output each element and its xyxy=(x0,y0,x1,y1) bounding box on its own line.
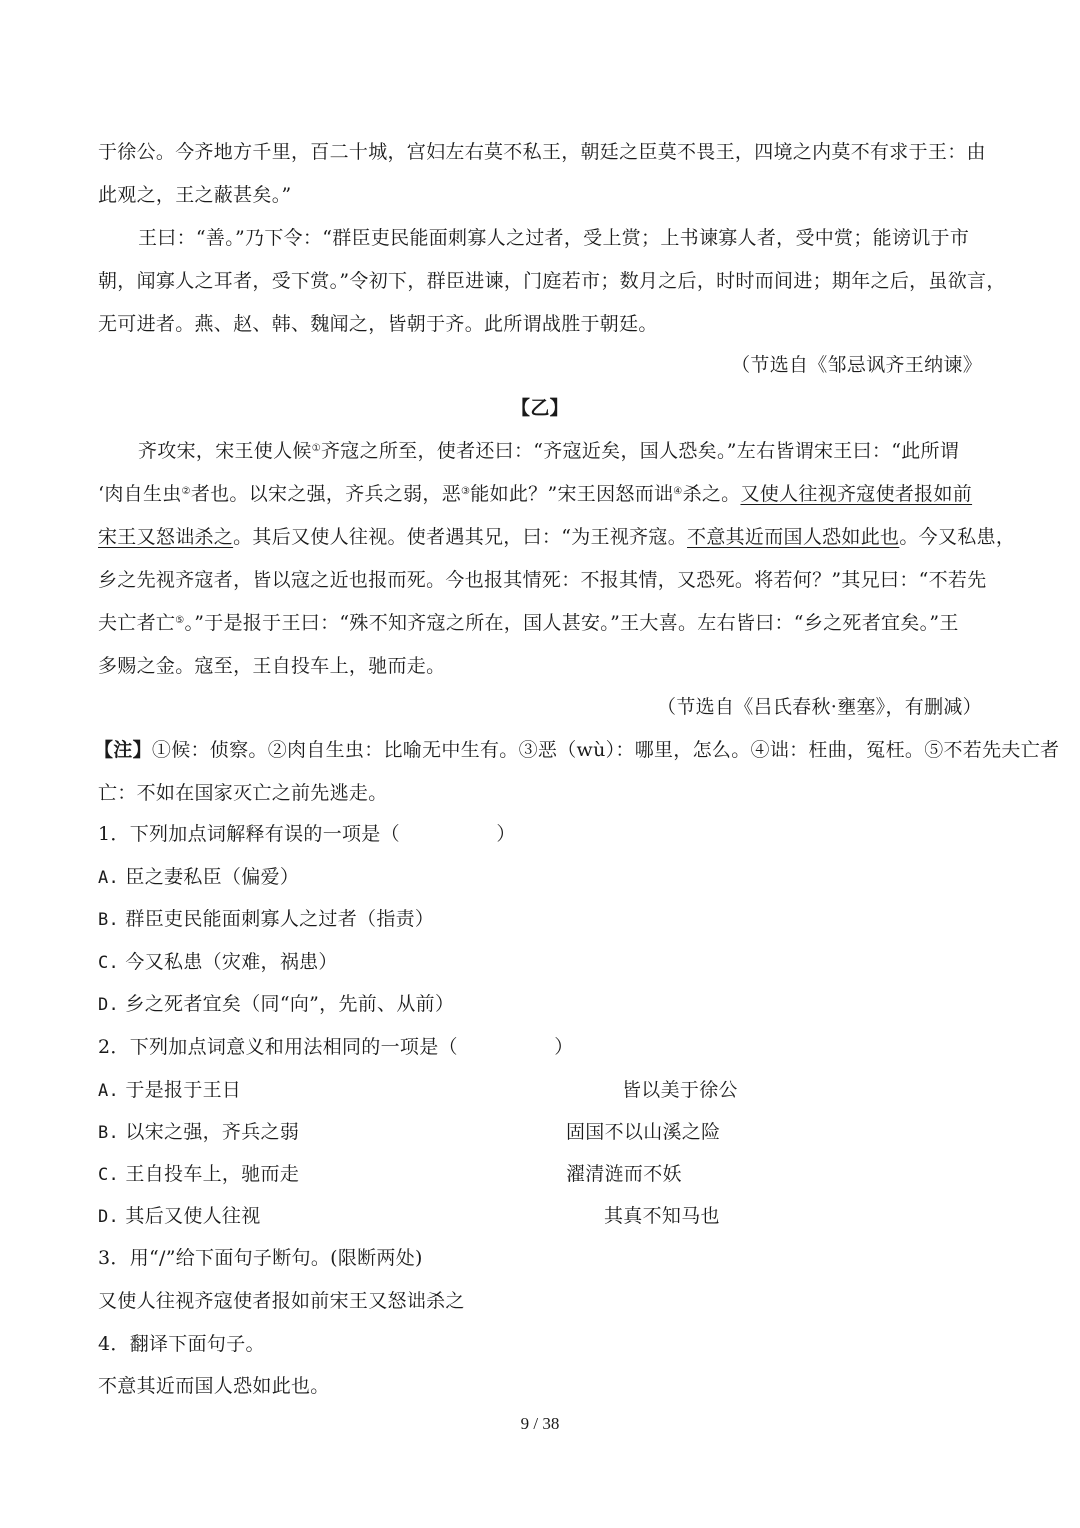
question-4-sentence: 不意其近而国人恐如此也。 xyxy=(98,1375,330,1397)
passage-b-line-4: 乡之先视齐寇者，皆以寇之近也报而死。今也报其情死：不报其情，又恐死。将若何？”其兄曰：“不若先 xyxy=(98,569,987,591)
option-left: 于是报于王日 xyxy=(125,1079,242,1101)
text: 能如此？”宋王因怒而诎 xyxy=(470,483,674,505)
note-marker: ⑤ xyxy=(175,615,185,626)
passage-b-line-2 xyxy=(98,482,982,506)
passage-a-line: 无可进者。燕、赵、韩、魏闻之，皆朝于齐。此所谓战胜于朝廷。 xyxy=(98,313,658,335)
question-2-option-d-right: 其真不知马也 xyxy=(604,1205,720,1227)
underlined-sentence: 不意其近而国人恐如此也 xyxy=(687,526,900,548)
option-text: 今又私患（灾难，祸患） xyxy=(125,951,338,973)
passage-b-line-6: 多赐之金。寇至，王自投车上，驰而走。 xyxy=(98,655,446,677)
text: 。今又私患， xyxy=(899,526,1016,548)
question-2-option-d xyxy=(98,1204,261,1229)
notes-line-2: 亡：不如在国家灭亡之前先逃走。 xyxy=(98,782,388,804)
passage-b-line-1 xyxy=(138,439,1022,463)
option-left: 以宋之强，齐兵之弱 xyxy=(125,1121,300,1143)
option-letter: B. xyxy=(98,1123,120,1143)
option-text: 乡之死者宜矣（同“向”，先前、从前） xyxy=(125,993,455,1015)
underlined-sentence: 宋王又怒诎杀之 xyxy=(98,526,234,548)
notes-label: 【注】 xyxy=(94,739,152,761)
text: 齐攻宋，宋王使人候 xyxy=(138,440,312,462)
text: ‘肉自生虫 xyxy=(98,483,182,505)
passage-b-line-3 xyxy=(98,525,1016,549)
question-1-stem: 1．下列加点词解释有误的一项是（ ） xyxy=(98,823,516,845)
question-2-option-c-right: 濯清涟而不妖 xyxy=(566,1163,682,1185)
passage-a-line: 朝，闻寡人之耳者，受下赏。”令初下，群臣进谏，门庭若市；数月之后，时时而间进；期年之后，虽欲言， xyxy=(98,270,1006,292)
passage-a-line: 王曰：“善。”乃下令：“群臣吏民能面刺寡人之过者，受上赏；上书谏寡人者，受中赏；能谤讥于市 xyxy=(138,227,970,249)
question-1-option-d xyxy=(98,992,454,1017)
option-letter: C. xyxy=(98,1165,120,1185)
underlined-sentence: 又使人往视齐寇使者报如前 xyxy=(740,483,973,505)
passage-b-source: （节选自《吕氏春秋·壅塞》，有删减） xyxy=(657,696,982,718)
option-letter: D. xyxy=(98,995,120,1015)
question-2-option-a-right: 皆以美于徐公 xyxy=(622,1079,738,1101)
notes-line-1 xyxy=(94,738,1060,762)
option-letter: D. xyxy=(98,1207,120,1227)
option-letter: C. xyxy=(98,953,120,973)
note-marker: ② xyxy=(181,486,191,497)
option-letter: A. xyxy=(98,1081,120,1101)
passage-b-heading: 【乙】 xyxy=(511,397,569,419)
passage-a-line: 于徐公。今齐地方千里，百二十城，宫妇左右莫不私王，朝廷之臣莫不畏王，四境之内莫不有求于王：由 xyxy=(98,141,986,163)
note-marker: ④ xyxy=(673,486,683,497)
option-letter: A. xyxy=(98,868,120,888)
text: 。其后又使人往视。使者遇其兄，曰：“为王视齐寇。 xyxy=(233,526,688,548)
option-left: 王自投车上，驰而走 xyxy=(125,1163,300,1185)
question-2-option-b-right: 固国不以山溪之险 xyxy=(566,1121,721,1143)
page-number: 9 / 38 xyxy=(520,1414,560,1433)
question-2-stem: 2．下列加点词意义和用法相同的一项是（ ） xyxy=(98,1036,574,1058)
question-3-sentence: 又使人往视齐寇使者报如前宋王又怒诎杀之 xyxy=(98,1290,465,1312)
question-4-stem: 4．翻译下面句子。 xyxy=(98,1333,265,1355)
question-1-option-c xyxy=(98,950,338,975)
text: 杀之。 xyxy=(682,483,741,505)
question-2-option-c xyxy=(98,1162,299,1187)
option-letter: B. xyxy=(98,910,120,930)
passage-b-line-5 xyxy=(98,611,982,635)
text: 夫亡者亡 xyxy=(98,612,176,634)
question-1-option-b xyxy=(98,907,434,932)
question-3-stem: 3．用“/”给下面句子断句。(限断两处) xyxy=(98,1247,423,1269)
question-2-option-b xyxy=(98,1120,299,1145)
text: 齐寇之所至，使者还曰：“齐寇近矣，国人恐矣。”左右皆谓宋王曰：“此所谓 xyxy=(320,440,960,462)
text: 者也。以宋之强，齐兵之弱，恶 xyxy=(190,483,462,505)
text: 。”于是报于王曰：“殊不知齐寇之所在，国人甚安。”王大喜。左右皆曰：“乡之死者宜矣。”王 xyxy=(184,612,959,634)
notes-text: ①候：侦察。②肉自生虫：比喻无中生有。③恶（wù）：哪里，怎么。④诎：枉曲，冤枉。⑤不若先夫亡者 xyxy=(151,739,1060,761)
note-marker: ③ xyxy=(461,486,471,497)
passage-a-source: （节选自《邹忌讽齐王纳谏》 xyxy=(731,354,982,376)
passage-a-line: 此观之，王之蔽甚矣。” xyxy=(98,184,292,206)
option-left: 其后又使人往视 xyxy=(125,1205,261,1227)
question-1-option-a xyxy=(98,865,299,890)
note-marker: ① xyxy=(311,443,321,454)
option-text: 群臣吏民能面刺寡人之过者（指责） xyxy=(125,908,435,930)
question-2-option-a xyxy=(98,1078,241,1103)
option-text: 臣之妻私臣（偏爱） xyxy=(125,866,300,888)
